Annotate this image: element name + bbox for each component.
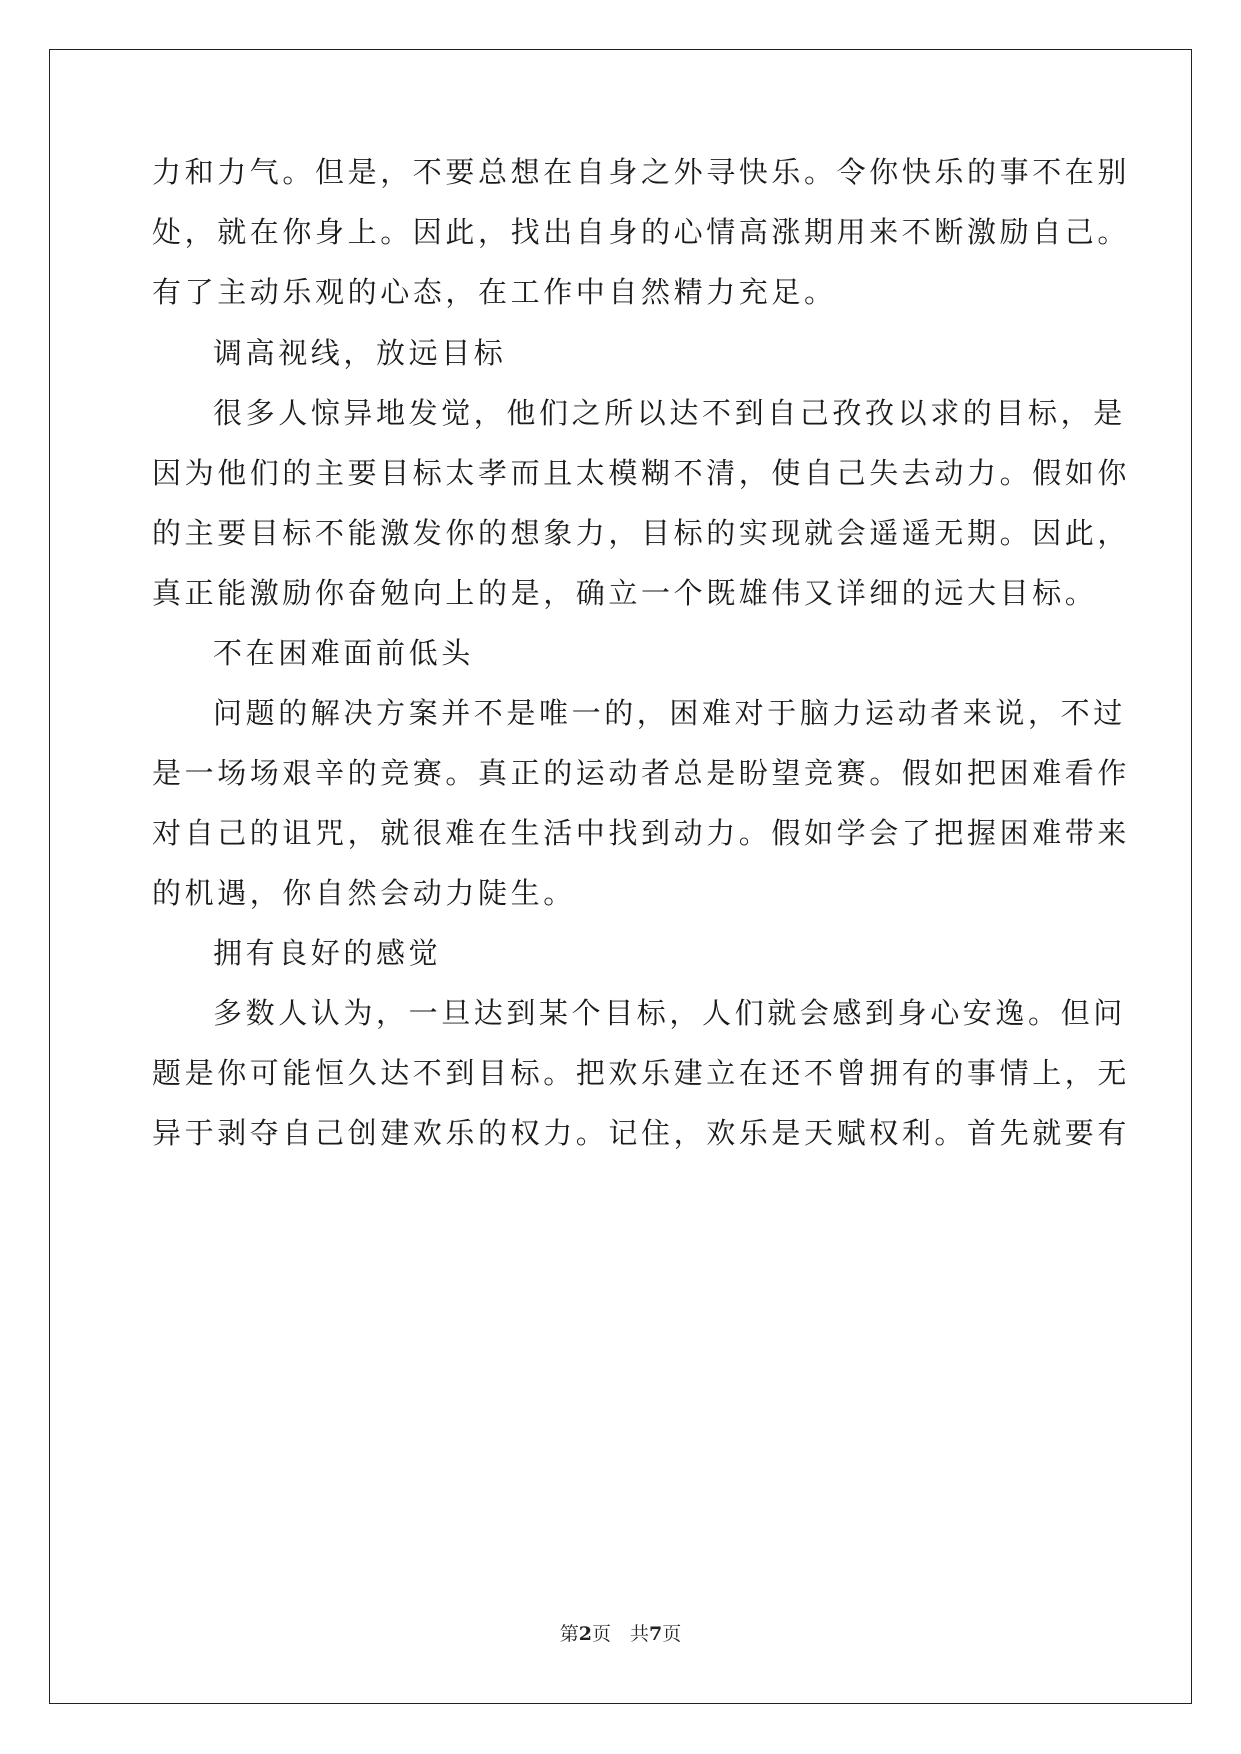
- text-line: 异于剥夺自己创建欢乐的权力。记住，欢乐是天赋权利。首先就要有: [152, 1116, 1131, 1150]
- text-line: 处，就在你身上。因此，找出自身的心情高涨期用来不断激励自己。: [152, 215, 1131, 249]
- text-line: 题是你可能恒久达不到目标。把欢乐建立在还不曾拥有的事情上，无: [152, 1056, 1131, 1090]
- footer-total-pages: 7: [649, 1623, 663, 1645]
- footer-page-number: 2: [578, 1623, 592, 1645]
- text-line: 的机遇，你自然会动力陡生。: [152, 876, 576, 910]
- page-footer: [0, 1622, 1241, 1646]
- text-line: 有了主动乐观的心态，在工作中自然精力充足。: [152, 275, 837, 309]
- paragraph-first-line: 多数人认为，一旦达到某个目标，人们就会感到身心安逸。但问: [213, 996, 1126, 1030]
- text-line: 的主要目标不能激发你的想象力，目标的实现就会遥遥无期。因此，: [152, 516, 1131, 550]
- section-heading: 不在困难面前低头: [213, 636, 474, 670]
- paragraph-first-line: 问题的解决方案并不是唯一的，困难对于脑力运动者来说，不过: [213, 696, 1126, 730]
- footer-prefix: 第: [559, 1623, 579, 1645]
- section-heading: 拥有良好的感觉: [213, 936, 442, 970]
- paragraph-first-line: 很多人惊异地发觉，他们之所以达不到自己孜孜以求的目标，是: [213, 396, 1126, 430]
- text-line: 对自己的诅咒，就很难在生活中找到动力。假如学会了把握困难带来: [152, 816, 1131, 850]
- footer-mid: 页 共: [591, 1623, 649, 1645]
- section-heading: 调高视线，放远目标: [213, 336, 507, 370]
- text-line: 力和力气。但是，不要总想在自身之外寻快乐。令你快乐的事不在别: [152, 155, 1131, 189]
- text-line: 是一场场艰辛的竞赛。真正的运动者总是盼望竞赛。假如把困难看作: [152, 756, 1131, 790]
- text-line: 因为他们的主要目标太孝而且太模糊不清，使自己失去动力。假如你: [152, 456, 1131, 490]
- footer-suffix: 页: [662, 1623, 682, 1645]
- text-line: 真正能激励你奋勉向上的是，确立一个既雄伟又详细的远大目标。: [152, 576, 1098, 610]
